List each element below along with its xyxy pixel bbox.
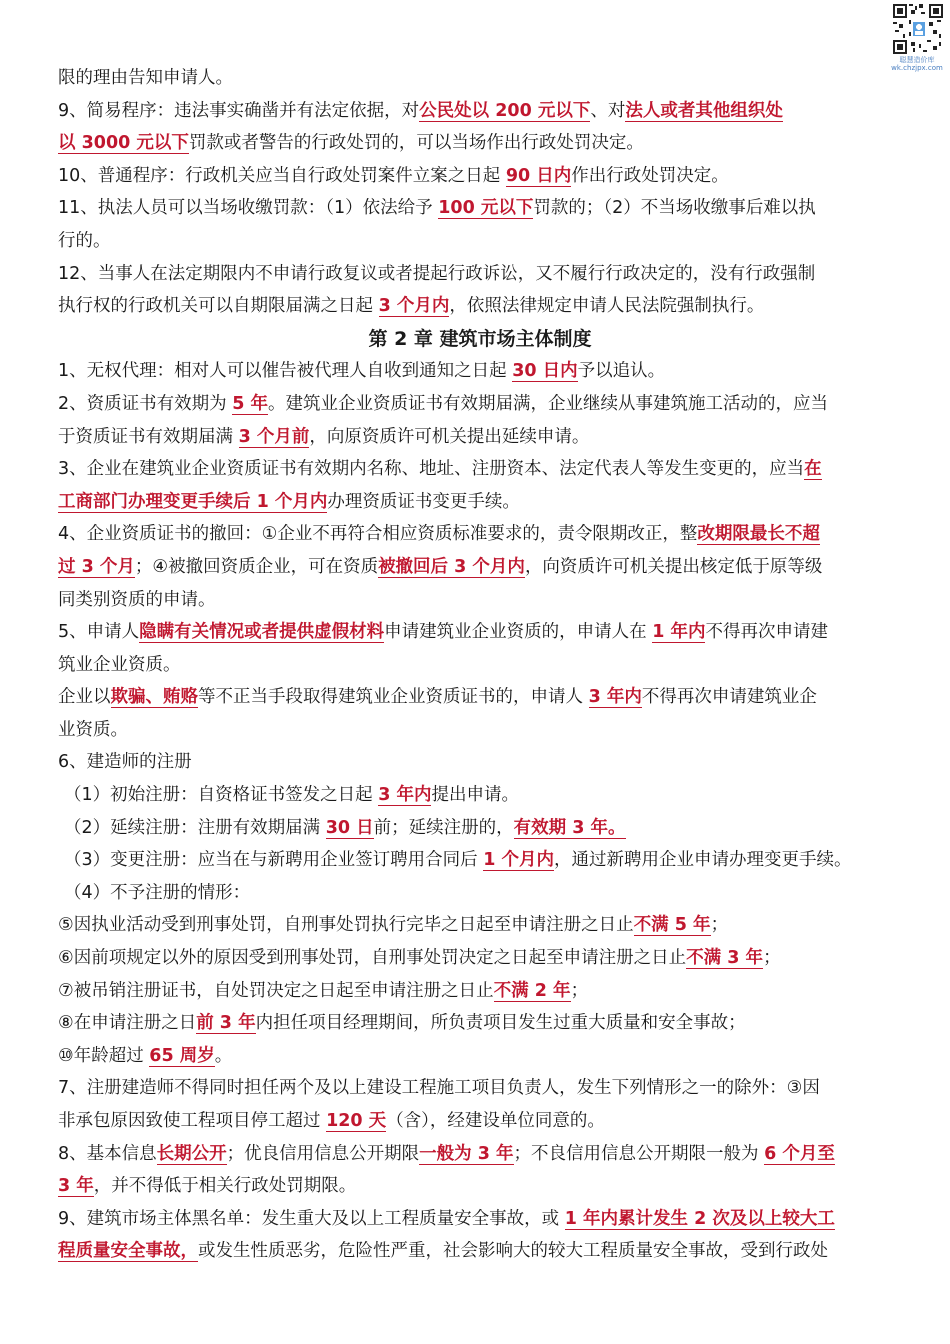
document-body bbox=[58, 62, 896, 1268]
text-line: 9、简易程序：违法事实确凿并有法定依据，对公民处以 200 元以下、对法人或者其他组织处 bbox=[58, 100, 783, 121]
text-line: ⑦被吊销注册证书，自处罚决定之日起至申请注册之日止不满 2 年； bbox=[58, 980, 589, 1001]
text-line: ⑩年龄超过 65 周岁。 bbox=[58, 1045, 233, 1066]
watermark-site: 聪慧造价库 wk.chzjpx.com bbox=[891, 56, 943, 72]
text-line: 企业以欺骗、贿赂等不正当手段取得建筑业企业资质证书的，申请人 3 年内不得再次申请建筑业企 bbox=[58, 687, 817, 708]
text-line: ⑧在申请注册之日前 3 年内担任项目经理期间，所负责项目发生过重大质量和安全事故； bbox=[58, 1013, 746, 1034]
text-line: 5、申请人隐瞒有关情况或者提供虚假材料申请建筑业企业资质的，申请人在 1 年内不得再次申请建 bbox=[58, 622, 828, 643]
text-line: 11、执法人员可以当场收缴罚款：（1）依法给予 100 元以下罚款的；（2）不当场收缴事后难以执 bbox=[58, 198, 816, 219]
text-line: 3 年，并不得低于相关行政处罚期限。 bbox=[58, 1176, 357, 1197]
text-line: 过 3 个月；④被撤回资质企业，可在资质被撤回后 3 个月内，向资质许可机关提出核定低于原等级 bbox=[58, 556, 823, 577]
text-line: 12、当事人在法定期限内不申请行政复议或者提起行政诉讼，又不履行行政决定的，没有行政强制 bbox=[58, 263, 816, 284]
text-line: 工商部门办理变更手续后 1 个月内办理资质证书变更手续。 bbox=[58, 491, 520, 512]
text-line: 程质量安全事故，或发生性质恶劣，危险性严重，社会影响大的较大工程质量安全事故，受到行政处 bbox=[58, 1241, 828, 1262]
text-line: 筑业企业资质。 bbox=[58, 654, 181, 675]
text-line: 限的理由告知申请人。 bbox=[58, 68, 233, 88]
text-line: 行的。 bbox=[58, 230, 111, 251]
text-line: （3）变更注册：应当在与新聘用企业签订聘用合同后 1 个月内，通过新聘用企业申请办理变更手续。 bbox=[64, 850, 852, 871]
text-line: 执行权的行政机关可以自期限届满之日起 3 个月内，依照法律规定申请人民法院强制执行。 bbox=[58, 296, 765, 317]
text-line: （4）不予注册的情形： bbox=[64, 882, 251, 903]
chapter-heading: 第 2 章 建筑市场主体制度 bbox=[368, 327, 592, 350]
text-line: （1）初始注册：自资格证书签发之日起 3 年内提出申请。 bbox=[64, 785, 519, 806]
text-line: 以 3000 元以下罚款或者警告的行政处罚的，可以当场作出行政处罚决定。 bbox=[58, 133, 644, 154]
text-line: 4、企业资质证书的撤回：①企业不再符合相应资质标准要求的，责令限期改正，整改期限最长不超 bbox=[58, 524, 820, 545]
text-line: 9、建筑市场主体黑名单：发生重大及以上工程质量安全事故，或 1 年内累计发生 2 次及以上较大工 bbox=[58, 1208, 835, 1229]
text-line: ⑥因前项规定以外的原因受到刑事处罚，自刑事处罚决定之日起至申请注册之日止不满 3 年； bbox=[58, 948, 781, 969]
text-line: 10、普通程序：行政机关应当自行政处罚案件立案之日起 90 日内作出行政处罚决定。 bbox=[58, 165, 729, 186]
text-line: 1、无权代理：相对人可以催告被代理人自收到通知之日起 30 日内予以追认。 bbox=[58, 361, 666, 382]
text-line: 业资质。 bbox=[58, 719, 128, 740]
text-line: 6、建造师的注册 bbox=[58, 752, 192, 773]
text-line: 7、注册建造师不得同时担任两个及以上建设工程施工项目负责人，发生下列情形之一的除外：③因 bbox=[58, 1078, 820, 1099]
text-line: （2）延续注册：注册有效期届满 30 日前；延续注册的，有效期 3 年。 bbox=[64, 817, 626, 838]
text-line: 于资质证书有效期届满 3 个月前，向原资质许可机关提出延续申请。 bbox=[58, 426, 590, 447]
text-line: 8、基本信息长期公开；优良信用信息公开期限一般为 3 年；不良信用信息公开期限一般为 6 个月至 bbox=[58, 1143, 835, 1164]
text-line: 2、资质证书有效期为 5 年。建筑业企业资质证书有效期届满，企业继续从事建筑施工活动的，应当 bbox=[58, 393, 828, 414]
text-line: 非承包原因致使工程项目停工超过 120 天（含），经建设单位同意的。 bbox=[58, 1111, 605, 1131]
text-line: ⑤因执业活动受到刑事处罚，自刑事处罚执行完毕之日起至申请注册之日止不满 5 年； bbox=[58, 915, 729, 936]
text-line: 同类别资质的申请。 bbox=[58, 589, 216, 610]
qr-code-icon bbox=[893, 4, 943, 54]
text-line: 3、企业在建筑业企业资质证书有效期内名称、地址、注册资本、法定代表人等发生变更的，应当在 bbox=[58, 459, 822, 480]
